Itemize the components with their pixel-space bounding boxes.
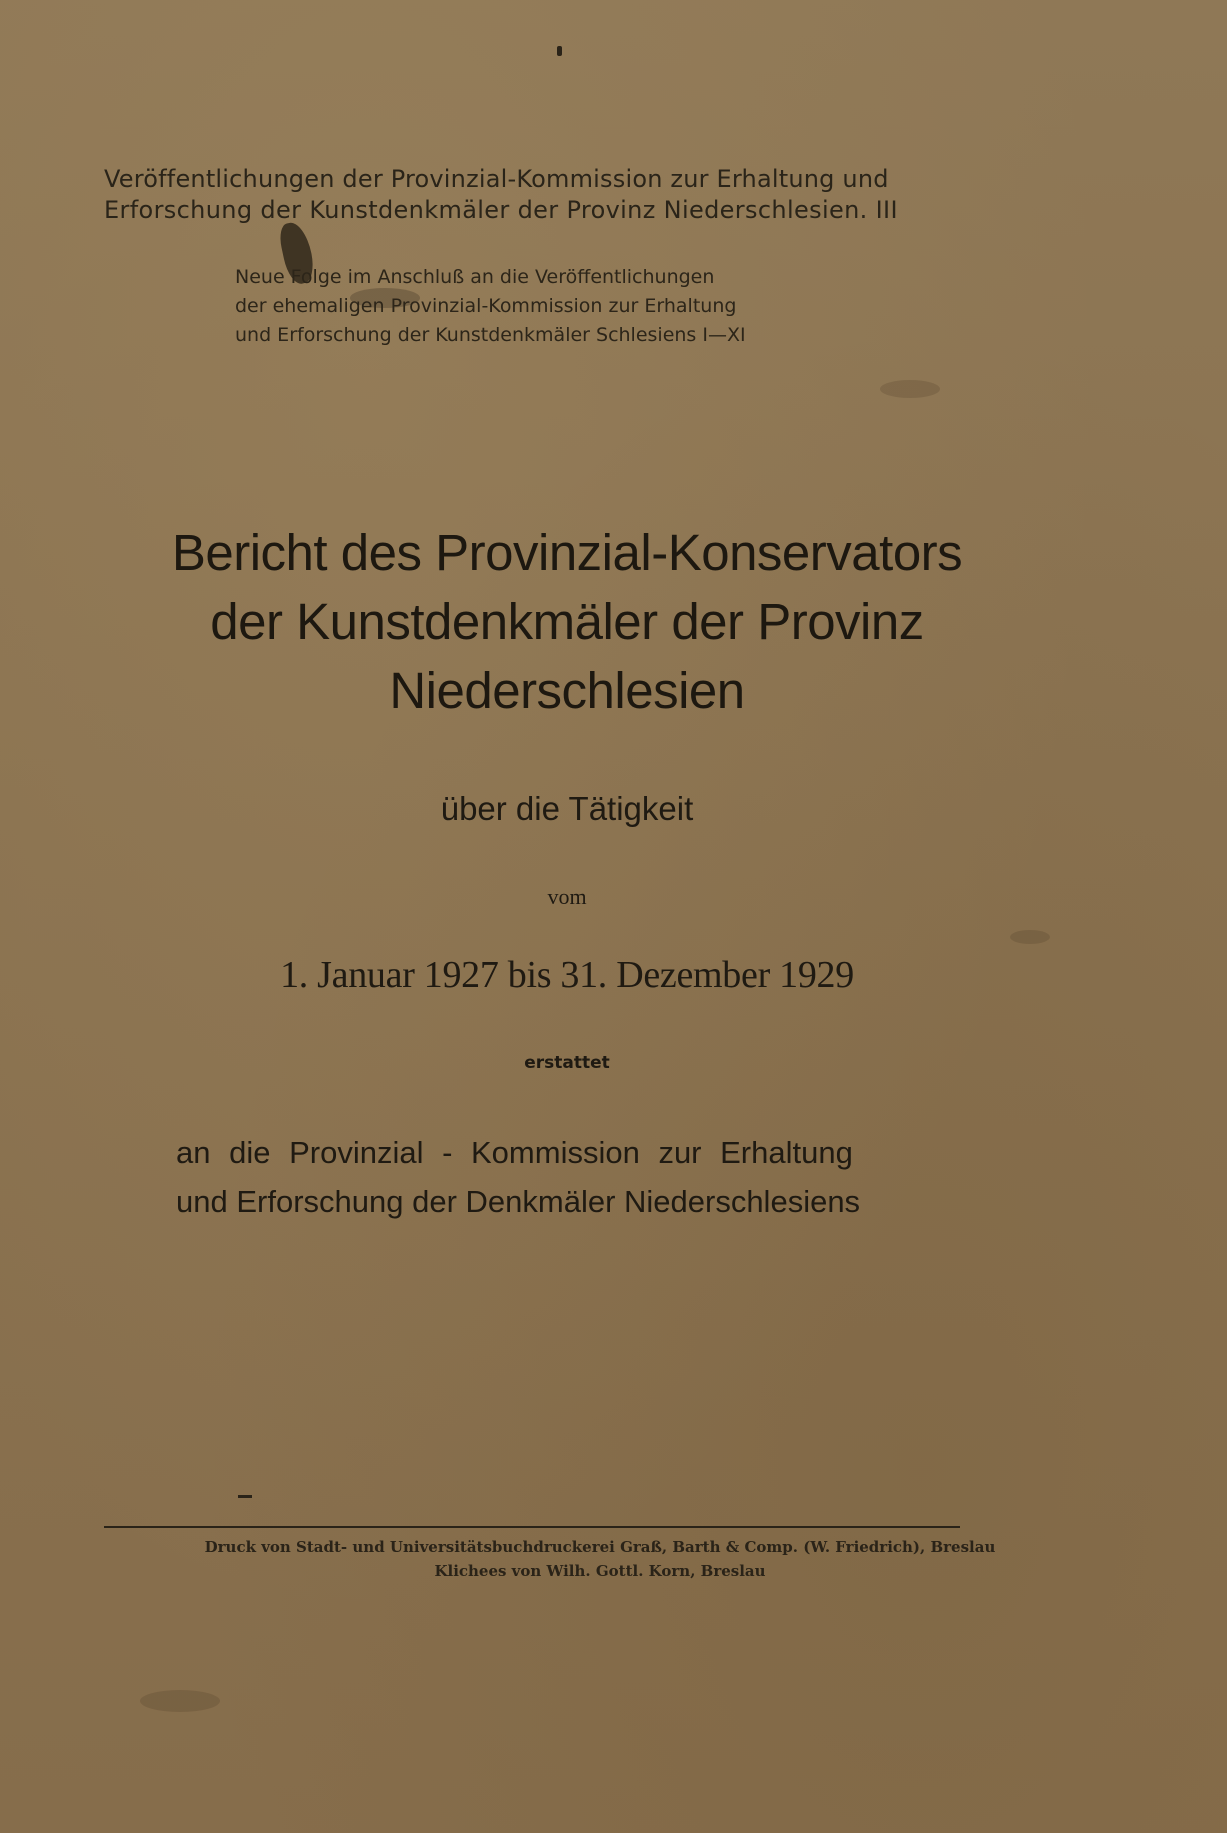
imprint-line-2: Klichees von Wilh. Gottl. Korn, Breslau bbox=[434, 1562, 766, 1580]
series-line-2: Erforschung der Kunstdenkmäler der Provinz Niederschlesien. III bbox=[104, 196, 898, 224]
series-note-line-3: und Erforschung der Kunstdenkmäler Schlesiens I—XI bbox=[235, 324, 746, 346]
imprint-line-1: Druck von Stadt- und Universitätsbuchdruckerei Graß, Barth & Comp. (W. Friedrich), Breslau bbox=[204, 1538, 996, 1556]
series-note bbox=[235, 263, 885, 350]
page-mark bbox=[557, 46, 562, 56]
vom-label: vom bbox=[547, 884, 587, 909]
recipient-line-2: und Erforschung der Denkmäler Niederschlesiens bbox=[176, 1184, 861, 1219]
paper-stain bbox=[1010, 930, 1050, 944]
report-period: 1. Januar 1927 bis 31. Dezember 1929 bbox=[280, 954, 854, 996]
report-title bbox=[60, 518, 1074, 725]
paper-stain bbox=[880, 380, 940, 398]
series-note-line-1: Neue Folge im Anschluß an die Veröffentlichungen bbox=[235, 266, 715, 288]
paper-stain bbox=[140, 1690, 220, 1712]
report-subtitle: über die Tätigkeit bbox=[440, 790, 694, 827]
title-line-2: der Kunstdenkmäler der Provinz bbox=[210, 593, 924, 650]
recipient-block bbox=[176, 1128, 936, 1226]
series-heading bbox=[104, 164, 974, 226]
series-note-line-2: der ehemaligen Provinzial-Kommission zur Erhaltung bbox=[235, 295, 737, 317]
series-line-1: Veröffentlichungen der Provinzial-Kommission zur Erhaltung und bbox=[104, 165, 889, 193]
imprint-divider bbox=[104, 1526, 960, 1528]
title-line-1: Bericht des Provinzial-Konservators bbox=[171, 524, 963, 581]
printer-imprint bbox=[60, 1535, 1140, 1583]
small-dash bbox=[238, 1495, 252, 1498]
erstattet-label: erstattet bbox=[524, 1053, 610, 1073]
title-line-3: Niederschlesien bbox=[389, 662, 745, 719]
recipient-line-1: an die Provinzial - Kommission zur Erhaltung bbox=[176, 1135, 853, 1170]
